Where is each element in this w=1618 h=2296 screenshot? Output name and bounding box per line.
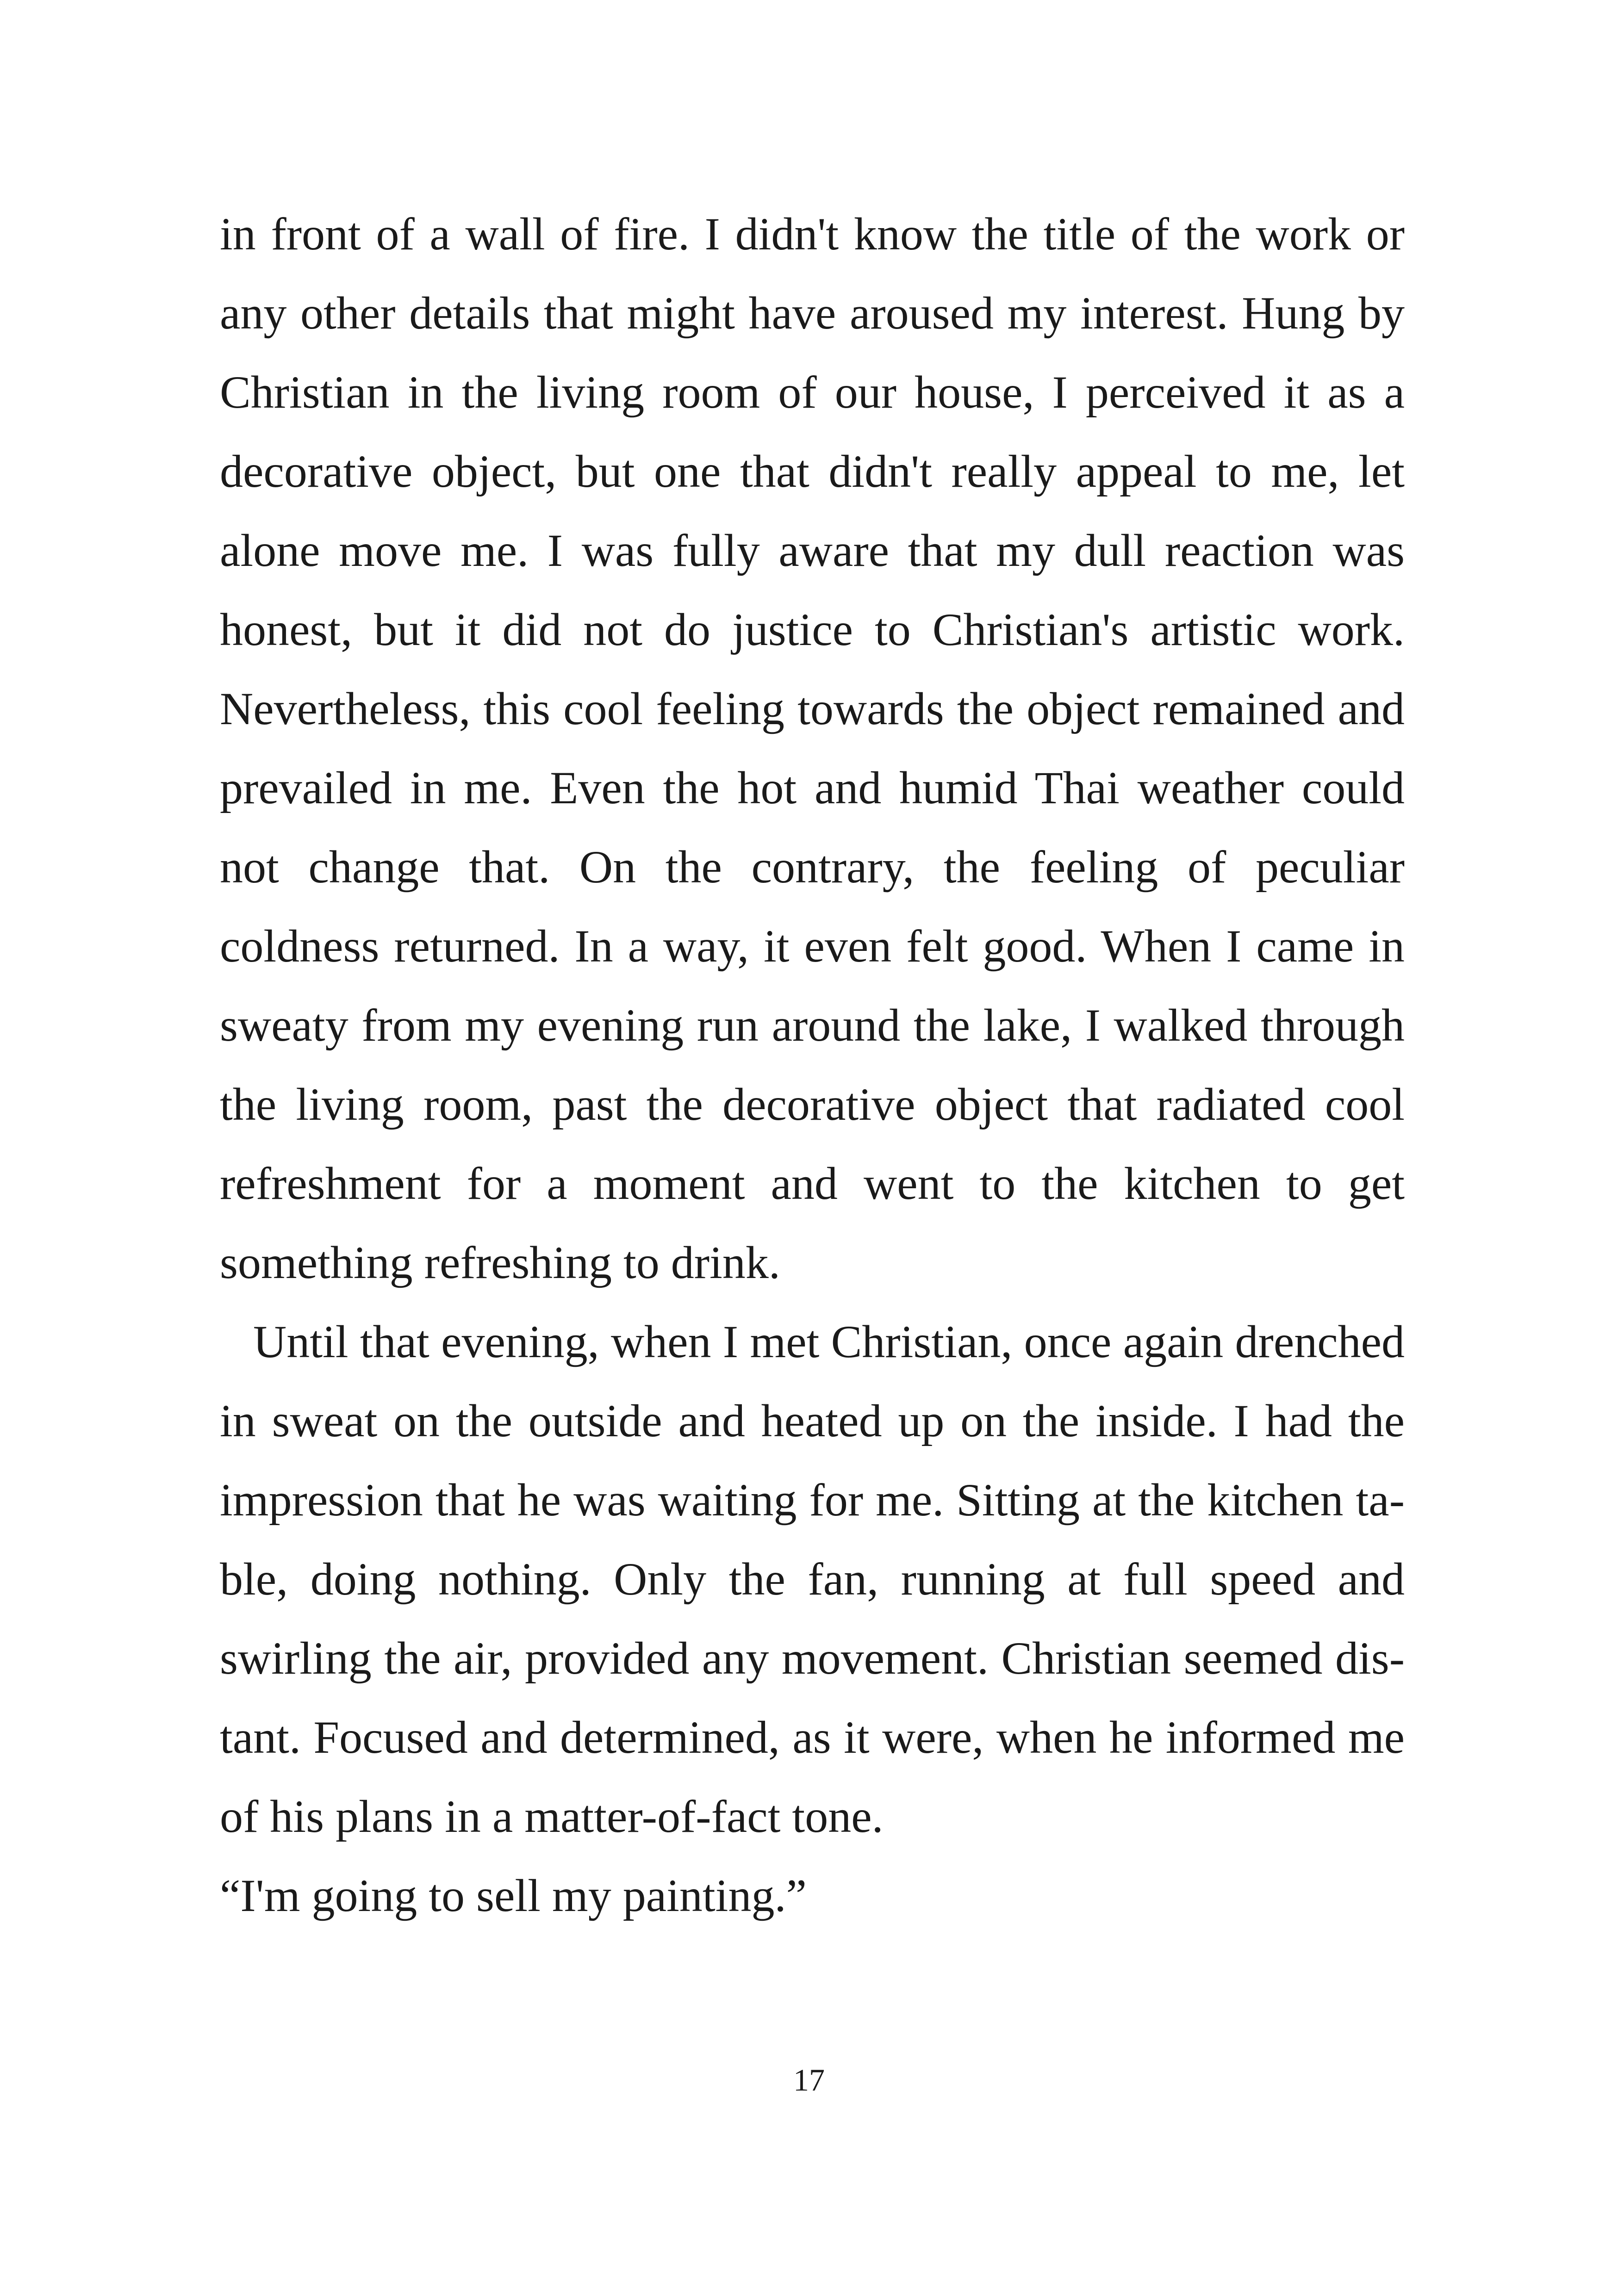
body-text — [220, 194, 1405, 1935]
page-number: 17 — [793, 2062, 825, 2097]
dialogue-line: “I'm going to sell my painting.” — [220, 1870, 807, 1921]
paragraph-until-that-evening: Until that evening, when I met Christian, once again drenched in sweat on the outside and heated up on the inside. I had the impression that he was waiting for me. Sitting at the kitchen table, doing nothing. Only the fan, running at full speed and swirling the air, provided any movement. Christian seemed distant. Focused and determined, as it were, when he informed me of his plans in a matter-of-fact tone. — [220, 1316, 1405, 1842]
paragraph-continued: in front of a wall of fire. I didn't know the title of the work or any other details that might have aroused my interest. Hung by Christian in the living room of our house, I perceived it as a decorative object, but one that didn't really appeal to me, let alone move me. I was fully aware that my dull reaction was honest, but it did not do justice to Christian's artistic work. Nevertheless, this cool feeling towards the object remained and prevailed in me. Even the hot and humid Thai weather could not change that. On the contrary, the feeling of peculiar coldness returned. In a way, it even felt good. When I came in sweaty from my evening run around the lake, I walked through the living room, past the decorative object that radiated cool refreshment for a moment and went to the kitchen to get something refreshing to drink. — [220, 208, 1405, 1288]
